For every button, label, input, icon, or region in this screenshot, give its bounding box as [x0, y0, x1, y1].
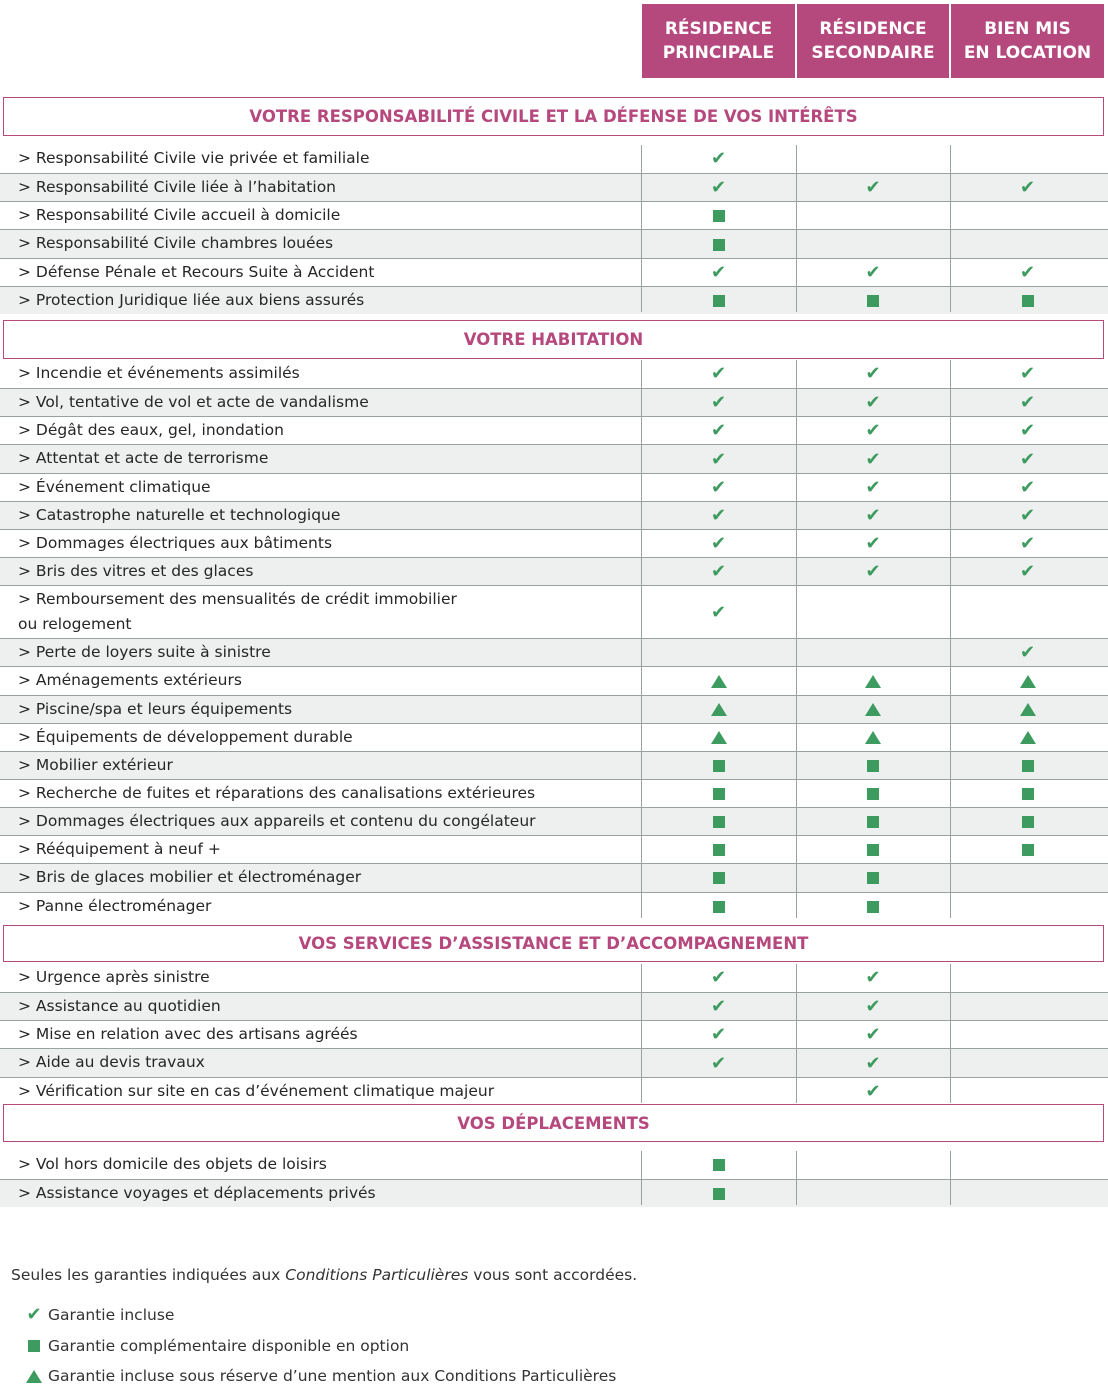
cell-check-icon: ✔: [1019, 363, 1036, 385]
row-label: > Responsabilité Civile vie privée et familiale: [18, 149, 370, 167]
column-divider: [796, 1151, 797, 1205]
row-label: > Panne électroménager: [18, 896, 212, 915]
cell-1: [641, 639, 796, 667]
cell-1: [641, 360, 796, 388]
cell-2: [796, 724, 950, 752]
cell-1: [641, 1180, 796, 1208]
cell-3: [950, 230, 1105, 258]
cell-2: [796, 836, 950, 864]
cell-triangle-icon: [711, 675, 727, 688]
cell-check-icon: ✔: [1019, 261, 1036, 283]
cell-check-icon: ✔: [1019, 476, 1036, 498]
cell-check-icon: ✔: [710, 601, 727, 623]
column-divider: [641, 1151, 642, 1205]
cell-2: [796, 1049, 950, 1077]
column-divider: [796, 145, 797, 312]
cell-3: [950, 752, 1105, 780]
table-row: [0, 964, 1108, 992]
row-label: > Événement climatique: [18, 477, 211, 496]
cell-square-icon: [1022, 788, 1034, 800]
cell-square-icon: [867, 816, 879, 828]
cell-2: [796, 259, 950, 287]
table-row: [0, 992, 1108, 1020]
table-row: [0, 444, 1108, 472]
cell-check-icon: ✔: [710, 392, 727, 414]
cell-2: [796, 417, 950, 445]
cell-1: [641, 780, 796, 808]
column-divider: [641, 145, 642, 312]
cell-1: [641, 964, 796, 992]
cell-check-icon: ✔: [865, 504, 881, 526]
row-label: > Équipements de développement durable: [18, 727, 353, 746]
column-header-label: RÉSIDENCE SECONDAIRE: [811, 19, 935, 63]
cell-3: [950, 202, 1105, 230]
row-label: > Perte de loyers suite à sinistre: [18, 643, 271, 662]
cell-check-icon: ✔: [865, 1024, 881, 1046]
cell-check-icon: ✔: [710, 177, 727, 199]
table-row: [0, 473, 1108, 501]
cell-check-icon: ✔: [1019, 532, 1036, 554]
cell-square-icon: [1022, 760, 1034, 772]
cell-2: [796, 360, 950, 388]
cell-check-icon: ✔: [1019, 177, 1036, 199]
table-row: [0, 863, 1108, 891]
cell-3: [950, 864, 1105, 892]
cell-3: [950, 808, 1105, 836]
cell-2: [796, 808, 950, 836]
cell-1: [641, 1078, 796, 1106]
row-label: > Piscine/spa et leurs équipements: [18, 699, 293, 718]
table-row: [0, 360, 1108, 388]
row-label: > Mise en relation avec des artisans agréés: [18, 1025, 358, 1044]
cell-2: [796, 1078, 950, 1106]
cell-check-icon: ✔: [710, 448, 727, 470]
cell-square-icon: [867, 295, 879, 307]
cell-triangle-icon: [1020, 731, 1036, 744]
section-title: VOS SERVICES D’ASSISTANCE ET D’ACCOMPAGNEMENT: [3, 925, 1104, 962]
table-row: [0, 723, 1108, 751]
cell-2: [796, 474, 950, 502]
row-label: > Défense Pénale et Recours Suite à Accident: [18, 262, 375, 281]
row-label: > Bris des vitres et des glaces: [18, 562, 254, 581]
table-row: [0, 229, 1108, 257]
table-row: [0, 416, 1108, 444]
column-divider: [950, 964, 951, 1103]
cell-3: [950, 893, 1105, 921]
cell-3: [950, 667, 1105, 695]
cell-square-icon: [713, 760, 725, 772]
cell-1: [641, 993, 796, 1021]
cell-3: [950, 993, 1105, 1021]
cell-check-icon: ✔: [865, 420, 881, 442]
legend-marker: [24, 1340, 44, 1352]
footnote-emphasis: Conditions Particulières: [285, 1266, 469, 1284]
cell-1: [641, 417, 796, 445]
cell-square-icon: [867, 788, 879, 800]
cell-1: [641, 558, 796, 586]
cell-3: [950, 639, 1105, 667]
cell-check-icon: ✔: [710, 1052, 727, 1074]
cell-check-icon: ✔: [865, 1052, 881, 1074]
cell-2: [796, 1021, 950, 1049]
legend-item: [24, 1306, 174, 1324]
cell-square-icon: [713, 239, 725, 251]
cell-2: [796, 752, 950, 780]
cell-3: [950, 530, 1105, 558]
legend-triangle-icon: [26, 1370, 42, 1383]
cell-square-icon: [713, 816, 725, 828]
cell-square-icon: [1022, 295, 1034, 307]
table-row: [0, 1048, 1108, 1076]
cell-3: [950, 836, 1105, 864]
table-row: [0, 388, 1108, 416]
cell-3: [950, 474, 1105, 502]
cell-2: [796, 780, 950, 808]
cell-1: [641, 474, 796, 502]
row-label: > Dégât des eaux, gel, inondation: [18, 421, 284, 440]
cell-triangle-icon: [1020, 675, 1036, 688]
cell-2: [796, 174, 950, 202]
cell-3: [950, 360, 1105, 388]
cell-check-icon: ✔: [710, 1024, 727, 1046]
legend-marker: [24, 1306, 44, 1324]
table-row: [0, 1179, 1108, 1207]
cell-triangle-icon: [865, 703, 881, 716]
row-label: > Vol, tentative de vol et acte de vandalisme: [18, 393, 369, 412]
cell-check-icon: ✔: [710, 996, 727, 1018]
table-row: [0, 501, 1108, 529]
cell-square-icon: [867, 901, 879, 913]
cell-check-icon: ✔: [865, 532, 881, 554]
cell-check-icon: ✔: [1019, 392, 1036, 414]
cell-3: [950, 1151, 1105, 1179]
cell-check-icon: ✔: [1019, 642, 1036, 664]
column-divider: [796, 964, 797, 1103]
legend-label: Garantie incluse: [48, 1306, 175, 1324]
column-divider: [950, 1151, 951, 1205]
cell-square-icon: [713, 844, 725, 856]
cell-check-icon: ✔: [1019, 420, 1036, 442]
row-label: > Attentat et acte de terrorisme: [18, 449, 269, 468]
cell-2: [796, 639, 950, 667]
cell-1: [641, 145, 796, 173]
table-row: [0, 666, 1108, 694]
cell-1: [641, 586, 796, 639]
row-label: > Vol hors domicile des objets de loisirs: [18, 1155, 327, 1173]
cell-check-icon: ✔: [710, 504, 727, 526]
cell-check-icon: ✔: [865, 177, 881, 199]
cell-2: [796, 864, 950, 892]
cell-square-icon: [713, 295, 725, 307]
cell-square-icon: [713, 210, 725, 222]
cell-3: [950, 174, 1105, 202]
cell-1: [641, 1021, 796, 1049]
cell-square-icon: [713, 901, 725, 913]
cell-2: [796, 696, 950, 724]
cell-3: [950, 1021, 1105, 1049]
cell-2: [796, 1180, 950, 1208]
cell-3: [950, 558, 1105, 586]
cell-3: [950, 696, 1105, 724]
cell-1: [641, 530, 796, 558]
row-label: > Assistance voyages et déplacements privés: [18, 1184, 376, 1203]
table-row: [0, 638, 1108, 666]
row-label: > Responsabilité Civile accueil à domicile: [18, 206, 341, 225]
cell-check-icon: ✔: [865, 363, 881, 385]
cell-2: [796, 667, 950, 695]
cell-square-icon: [1022, 844, 1034, 856]
column-header: [797, 4, 949, 78]
cell-square-icon: [713, 788, 725, 800]
column-header: [642, 4, 795, 78]
row-label: > Bris de glaces mobilier et électroménager: [18, 868, 362, 887]
section-title: VOTRE RESPONSABILITÉ CIVILE ET LA DÉFENSE DE VOS INTÉRÊTS: [3, 97, 1104, 136]
cell-check-icon: ✔: [1019, 448, 1036, 470]
cell-3: [950, 145, 1105, 173]
cell-triangle-icon: [711, 731, 727, 744]
row-label: > Rééquipement à neuf +: [18, 840, 221, 859]
cell-3: [950, 1049, 1105, 1077]
legend-item: [24, 1337, 409, 1355]
cell-check-icon: ✔: [865, 967, 881, 989]
cell-square-icon: [867, 844, 879, 856]
table-row: [0, 173, 1108, 201]
cell-2: [796, 145, 950, 173]
cell-check-icon: ✔: [1019, 561, 1036, 583]
row-label: > Protection Juridique liée aux biens assurés: [18, 290, 365, 309]
table-row: [0, 779, 1108, 807]
cell-2: [796, 893, 950, 921]
legend-label: Garantie incluse sous réserve d’une mention aux Conditions Particulières: [48, 1367, 617, 1385]
cell-1: [641, 836, 796, 864]
row-label: > Catastrophe naturelle et technologique: [18, 505, 341, 524]
cell-square-icon: [867, 760, 879, 772]
legend-square-icon: [28, 1340, 40, 1352]
cell-2: [796, 230, 950, 258]
row-label: > Responsabilité Civile liée à l’habitation: [18, 178, 336, 197]
row-label: > Recherche de fuites et réparations des canalisations extérieures: [18, 783, 536, 802]
cell-3: [950, 502, 1105, 530]
cell-1: [641, 259, 796, 287]
table-row: [0, 258, 1108, 286]
cell-3: [950, 1078, 1105, 1106]
row-label: > Urgence après sinistre: [18, 968, 210, 986]
cell-square-icon: [713, 1159, 725, 1171]
column-divider: [950, 145, 951, 312]
cell-1: [641, 502, 796, 530]
row-label: > Aide au devis travaux: [18, 1053, 205, 1072]
cell-1: [641, 724, 796, 752]
cell-1: [641, 893, 796, 921]
cell-2: [796, 445, 950, 473]
legend-label: Garantie complémentaire disponible en option: [48, 1337, 410, 1355]
cell-2: [796, 964, 950, 992]
cell-2: [796, 1151, 950, 1179]
row-label: > Dommages électriques aux appareils et contenu du congélateur: [18, 812, 536, 831]
cell-3: [950, 445, 1105, 473]
cell-2: [796, 993, 950, 1021]
footnote-text: Seules les garanties indiquées aux: [11, 1266, 286, 1284]
column-header-label: BIEN MIS EN LOCATION: [963, 19, 1092, 63]
legend-marker: [24, 1370, 44, 1383]
table-row: [0, 751, 1108, 779]
cell-1: [641, 287, 796, 315]
cell-check-icon: ✔: [710, 261, 727, 283]
column-divider: [641, 360, 642, 918]
table-row: [0, 1020, 1108, 1048]
column-divider: [641, 964, 642, 1103]
row-label: > Vérification sur site en cas d’événement climatique majeur: [18, 1081, 495, 1100]
column-divider: [796, 360, 797, 918]
cell-3: [950, 389, 1105, 417]
row-label: > Incendie et événements assimilés: [18, 364, 300, 382]
cell-triangle-icon: [865, 731, 881, 744]
cell-1: [641, 202, 796, 230]
cell-triangle-icon: [711, 703, 727, 716]
section-title: VOS DÉPLACEMENTS: [3, 1104, 1104, 1142]
cell-1: [641, 174, 796, 202]
cell-check-icon: ✔: [710, 148, 727, 170]
cell-3: [950, 417, 1105, 445]
column-header: [951, 4, 1104, 78]
cell-3: [950, 259, 1105, 287]
legend-item: [24, 1367, 616, 1385]
cell-check-icon: ✔: [1019, 504, 1036, 526]
table-row: [0, 585, 1108, 638]
cell-check-icon: ✔: [865, 392, 881, 414]
cell-2: [796, 202, 950, 230]
column-divider: [950, 360, 951, 918]
cell-1: [641, 445, 796, 473]
table-row: [0, 145, 1108, 173]
table-row: [0, 835, 1108, 863]
cell-1: [641, 1151, 796, 1179]
row-label: > Aménagements extérieurs: [18, 671, 242, 690]
cell-check-icon: ✔: [865, 996, 881, 1018]
cell-square-icon: [1022, 816, 1034, 828]
footnote: [11, 1266, 637, 1284]
table-row: [0, 286, 1108, 314]
cell-1: [641, 864, 796, 892]
cell-3: [950, 964, 1105, 992]
cell-1: [641, 752, 796, 780]
cell-square-icon: [713, 872, 725, 884]
cell-1: [641, 1049, 796, 1077]
cell-1: [641, 230, 796, 258]
cell-check-icon: ✔: [710, 561, 727, 583]
cell-2: [796, 586, 950, 639]
cell-1: [641, 667, 796, 695]
cell-1: [641, 696, 796, 724]
row-label: > Mobilier extérieur: [18, 755, 173, 774]
section-title: VOTRE HABITATION: [3, 320, 1104, 359]
cell-2: [796, 287, 950, 315]
cell-check-icon: ✔: [865, 448, 881, 470]
cell-check-icon: ✔: [865, 261, 881, 283]
cell-3: [950, 780, 1105, 808]
cell-3: [950, 1180, 1105, 1208]
table-row: [0, 529, 1108, 557]
cell-square-icon: [867, 872, 879, 884]
table-row: [0, 201, 1108, 229]
cell-2: [796, 389, 950, 417]
cell-1: [641, 389, 796, 417]
cell-triangle-icon: [1020, 703, 1036, 716]
cell-check-icon: ✔: [865, 561, 881, 583]
cell-2: [796, 558, 950, 586]
table-row: [0, 1077, 1108, 1105]
cell-3: [950, 724, 1105, 752]
cell-square-icon: [713, 1188, 725, 1200]
cell-1: [641, 808, 796, 836]
cell-check-icon: ✔: [865, 1080, 881, 1102]
row-label: > Remboursement des mensualités de crédit immobilier ou relogement: [18, 590, 457, 634]
cell-2: [796, 530, 950, 558]
cell-check-icon: ✔: [710, 532, 727, 554]
table-row: [0, 1151, 1108, 1179]
table-row: [0, 892, 1108, 920]
cell-check-icon: ✔: [710, 476, 727, 498]
row-label: > Responsabilité Civile chambres louées: [18, 234, 334, 253]
table-row: [0, 695, 1108, 723]
cell-3: [950, 586, 1105, 639]
footnote-text: vous sont accordées.: [468, 1266, 638, 1284]
cell-check-icon: ✔: [710, 363, 727, 385]
table-row: [0, 807, 1108, 835]
cell-triangle-icon: [865, 675, 881, 688]
cell-check-icon: ✔: [710, 420, 727, 442]
table-row: [0, 557, 1108, 585]
row-label: > Dommages électriques aux bâtiments: [18, 533, 333, 552]
legend-check-icon: ✔: [26, 1304, 42, 1325]
row-label: > Assistance au quotidien: [18, 997, 221, 1016]
cell-check-icon: ✔: [710, 967, 727, 989]
cell-2: [796, 502, 950, 530]
cell-check-icon: ✔: [865, 476, 881, 498]
column-header-label: RÉSIDENCE PRINCIPALE: [662, 19, 775, 63]
cell-3: [950, 287, 1105, 315]
